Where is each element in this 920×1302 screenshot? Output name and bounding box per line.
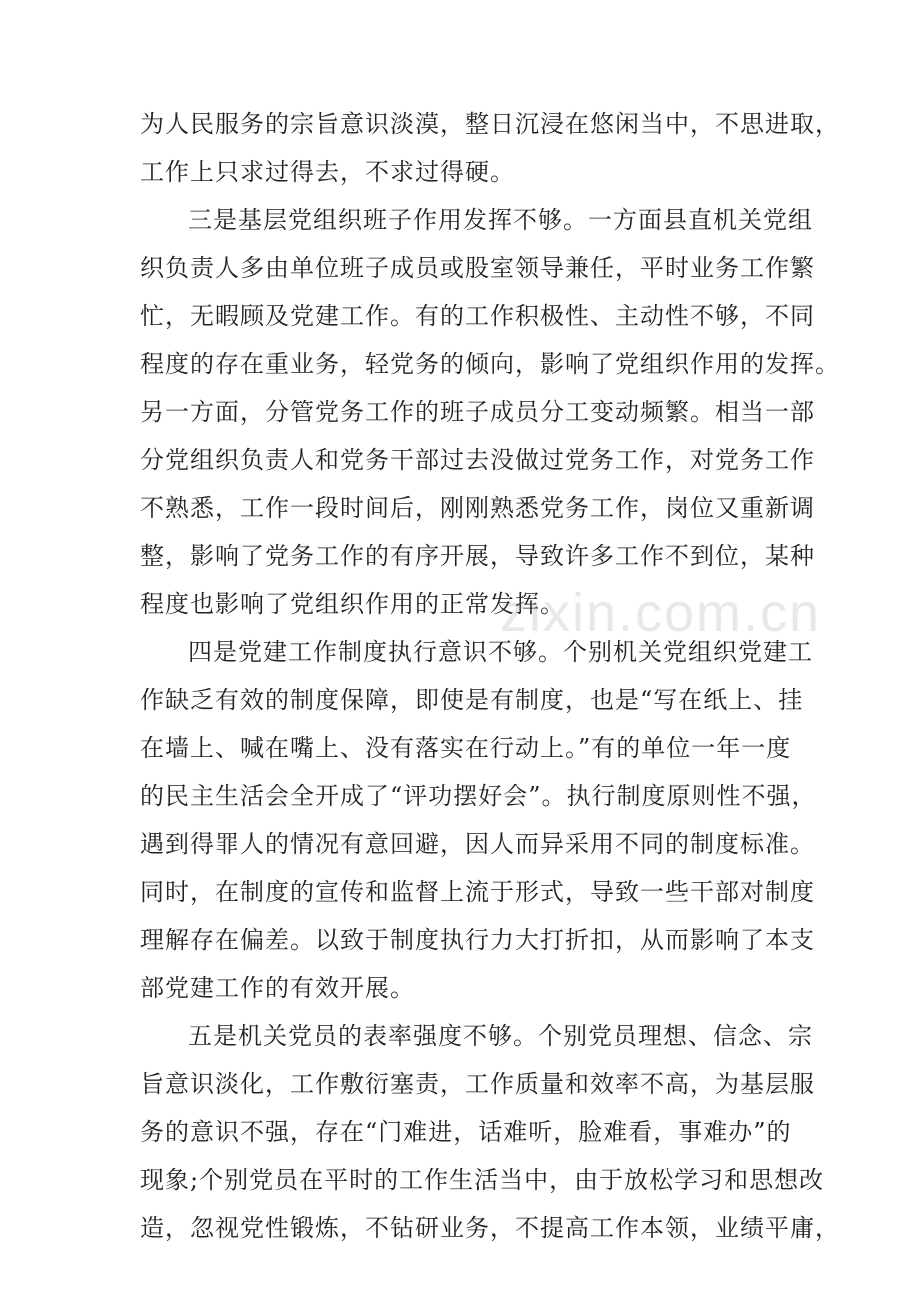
text-line: 分党组织负责人和党务干部过去没做过党务工作，对党务工作 (140, 446, 815, 474)
text-line: 造，忽视党性锻炼，不钻研业务，不提高工作本领，业绩平庸， (140, 1214, 840, 1242)
text-line: 的民主生活会全开成了“评功摆好会”。执行制度原则性不强， (140, 782, 817, 810)
text-line: 现象;个别党员在平时的工作生活当中，由于放松学习和思想改 (140, 1166, 825, 1194)
text-line: 整，影响了党务工作的有序开展，导致许多工作不到位，某种 (140, 542, 815, 570)
text-line: 程度的存在重业务，轻党务的倾向，影响了党组织作用的发挥。 (140, 350, 840, 378)
text-line: 遇到得罪人的情况有意回避，因人而异采用不同的制度标准。 (140, 830, 815, 858)
text-line: 在墙上、喊在嘴上、没有落实在行动上。”有的单位一年一度 (140, 734, 792, 762)
paragraph-start-line: 三是基层党组织班子作用发挥不够。一方面县直机关党组 (188, 206, 813, 234)
text-line: 为人民服务的宗旨意识淡漠，整日沉浸在悠闲当中，不思进取， (140, 110, 840, 138)
text-line: 务的意识不强，存在“门难进，话难听，脸难看，事难办”的 (140, 1118, 792, 1146)
paragraph-start-line: 四是党建工作制度执行意识不够。个别机关党组织党建工 (188, 638, 813, 666)
text-line: 旨意识淡化，工作敷衍塞责，工作质量和效率不高，为基层服 (140, 1070, 815, 1098)
text-line: 部党建工作的有效开展。 (140, 974, 415, 1002)
watermark: zixin.com.cn (500, 583, 822, 643)
text-line: 织负责人多由单位班子成员或股室领导兼任，平时业务工作繁 (140, 254, 815, 282)
text-line: 不熟悉，工作一段时间后，刚刚熟悉党务工作，岗位又重新调 (140, 494, 815, 522)
paragraph-start-line: 五是机关党员的表率强度不够。个别党员理想、信念、宗 (188, 1022, 813, 1050)
text-line: 作缺乏有效的制度保障，即使是有制度，也是“写在纸上、挂 (140, 686, 804, 714)
text-line: 程度也影响了党组织作用的正常发挥。 (140, 590, 565, 618)
text-line: 忙，无暇顾及党建工作。有的工作积极性、主动性不够，不同 (140, 302, 815, 330)
text-line: 工作上只求过得去，不求过得硬。 (140, 158, 515, 186)
document-body (140, 100, 840, 1252)
text-line: 理解存在偏差。以致于制度执行力大打折扣，从而影响了本支 (140, 926, 815, 954)
text-line: 另一方面，分管党务工作的班子成员分工变动频繁。相当一部 (140, 398, 815, 426)
text-line: 同时，在制度的宣传和监督上流于形式，导致一些干部对制度 (140, 878, 815, 906)
